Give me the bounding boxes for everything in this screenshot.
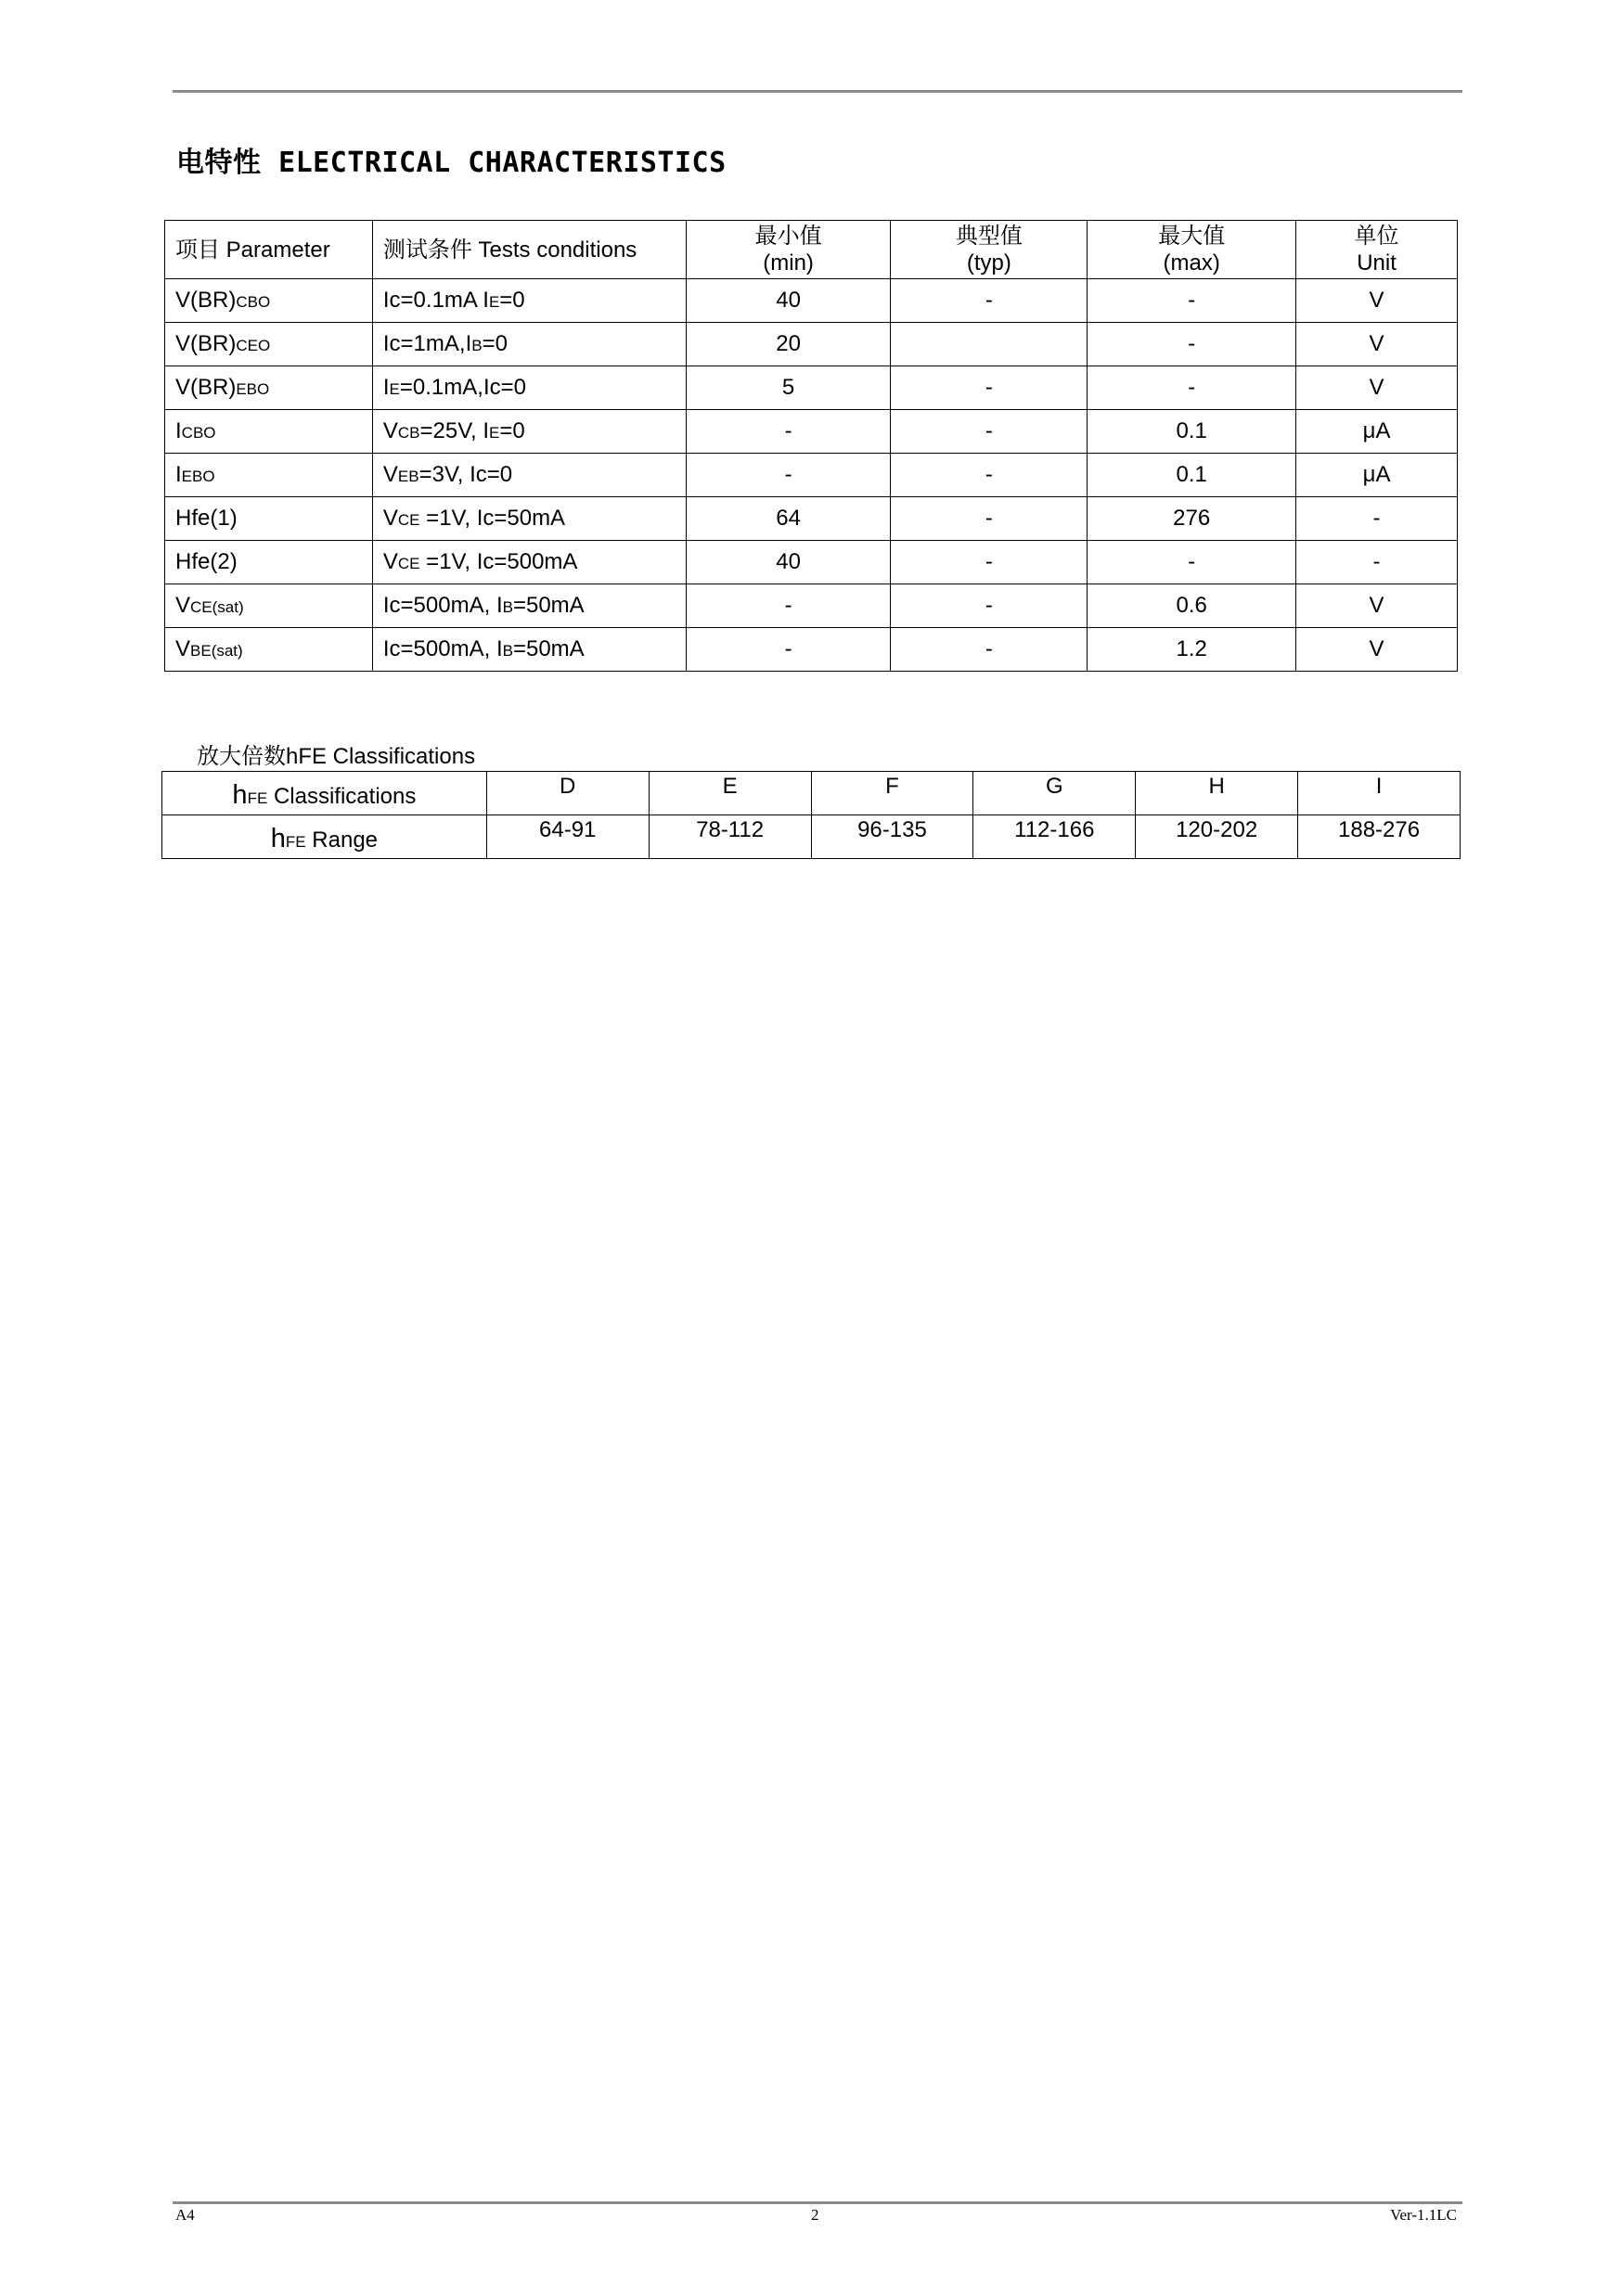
cell-unit: - [1296, 497, 1458, 541]
header-typ-en: (typ) [966, 250, 1011, 276]
cell-unit: - [1296, 541, 1458, 584]
header-min [686, 221, 891, 279]
parameter-symbol: V(BR) [175, 375, 237, 400]
cell-conditions [372, 584, 686, 628]
hfe-classification-table [161, 771, 1461, 859]
grade-cell: D [486, 772, 649, 815]
header-max-en: (max) [1163, 250, 1220, 276]
range-cell: 188-276 [1298, 815, 1461, 859]
condition-subscript: B [502, 642, 513, 660]
condition-text: V [382, 462, 398, 487]
grade-cell: I [1298, 772, 1461, 815]
parameter-subscript: CBO [181, 424, 216, 442]
table-row [165, 366, 1458, 410]
table-row [165, 497, 1458, 541]
table-row [165, 454, 1458, 497]
section-title-cn: 电特性 [176, 147, 262, 179]
grade-cell: G [973, 772, 1136, 815]
cell-conditions [372, 628, 686, 672]
header-unit [1296, 221, 1458, 279]
condition-subscript: EB [397, 468, 419, 485]
condition-text: =0 [499, 418, 525, 443]
cell-max: - [1088, 279, 1296, 323]
cell-unit: μA [1296, 410, 1458, 454]
section-title-en: ELECTRICAL CHARACTERISTICS [278, 147, 727, 179]
parameter-symbol: V [175, 636, 191, 661]
table-row [165, 584, 1458, 628]
cell-min: 40 [686, 279, 891, 323]
fe-subscript: FE [285, 832, 306, 851]
condition-subscript: E [489, 424, 500, 442]
cell-min: - [686, 628, 891, 672]
cell-unit: V [1296, 279, 1458, 323]
grades-row-header [162, 772, 487, 815]
range-cell: 112-166 [973, 815, 1136, 859]
condition-text: Ic=500mA, I [382, 636, 503, 661]
condition-text: V [382, 418, 398, 443]
cell-typ: - [891, 584, 1088, 628]
header-unit-en: Unit [1357, 250, 1397, 276]
cell-min: 20 [686, 323, 891, 366]
cell-typ [891, 323, 1088, 366]
parameter-symbol: I [175, 418, 182, 443]
parameter-symbol: V(BR) [175, 331, 237, 356]
cell-max: 0.6 [1088, 584, 1296, 628]
cell-parameter [165, 279, 373, 323]
cell-max: 276 [1088, 497, 1296, 541]
cell-typ: - [891, 410, 1088, 454]
condition-subscript: CB [397, 424, 420, 442]
header-typ [891, 221, 1088, 279]
electrical-characteristics-table [164, 220, 1458, 672]
table-row [165, 541, 1458, 584]
parameter-symbol: Hfe(2) [175, 549, 238, 574]
parameter-symbol: V [175, 593, 191, 618]
range-cell: 64-91 [486, 815, 649, 859]
cell-unit: V [1296, 366, 1458, 410]
table-row [165, 410, 1458, 454]
cell-typ: - [891, 279, 1088, 323]
cell-conditions [372, 323, 686, 366]
condition-text: =0 [499, 288, 525, 313]
cell-parameter [165, 497, 373, 541]
header-min-cn: 最小值 [754, 224, 822, 249]
condition-text: V [382, 549, 398, 574]
grade-cell: H [1136, 772, 1298, 815]
cell-parameter [165, 628, 373, 672]
cell-conditions [372, 279, 686, 323]
bottom-rule [173, 2201, 1462, 2204]
cell-min: 40 [686, 541, 891, 584]
condition-text: =50mA [512, 593, 585, 618]
table-row [165, 628, 1458, 672]
ranges-row-header [162, 815, 487, 859]
cell-parameter [165, 366, 373, 410]
cell-unit: μA [1296, 454, 1458, 497]
top-rule [173, 90, 1462, 93]
cell-max: 0.1 [1088, 454, 1296, 497]
h-letter: h [270, 823, 286, 853]
table-row [165, 279, 1458, 323]
ranges-row-label: Range [305, 827, 379, 853]
condition-text: =1V, Ic=500mA [419, 549, 578, 574]
grades-row [162, 772, 1461, 815]
condition-subscript: B [471, 337, 483, 354]
condition-text: =25V, I [419, 418, 490, 443]
cell-typ: - [891, 366, 1088, 410]
condition-text: =1V, Ic=50mA [419, 506, 566, 531]
condition-text: =0.1mA,Ic=0 [399, 375, 526, 400]
cell-unit: V [1296, 584, 1458, 628]
cell-parameter [165, 323, 373, 366]
header-conditions: 测试条件 Tests conditions [372, 221, 686, 279]
parameter-symbol: Hfe(1) [175, 506, 238, 531]
range-cell: 120-202 [1136, 815, 1298, 859]
parameter-subscript: EBO [181, 468, 215, 485]
cell-conditions [372, 454, 686, 497]
header-parameter: 项目 Parameter [165, 221, 373, 279]
footer-page-number: 2 [811, 2206, 819, 2224]
cell-unit: V [1296, 323, 1458, 366]
cell-parameter [165, 584, 373, 628]
parameter-subscript: EBO [236, 380, 270, 398]
cell-typ: - [891, 497, 1088, 541]
cell-typ: - [891, 454, 1088, 497]
header-unit-cn: 单位 [1354, 224, 1399, 249]
cell-unit: V [1296, 628, 1458, 672]
cell-parameter [165, 541, 373, 584]
condition-subscript: E [389, 380, 400, 398]
parameter-subscript: CE(sat) [190, 598, 244, 616]
cell-max: - [1088, 323, 1296, 366]
cell-conditions [372, 541, 686, 584]
table-header-row [165, 221, 1458, 279]
cell-max: 1.2 [1088, 628, 1296, 672]
condition-text: I [382, 375, 390, 400]
cell-min: - [686, 454, 891, 497]
condition-text: Ic=1mA,I [382, 331, 472, 356]
footer-paper-size: A4 [175, 2206, 195, 2224]
cell-typ: - [891, 541, 1088, 584]
condition-text: Ic=0.1mA I [382, 288, 489, 313]
cell-conditions [372, 366, 686, 410]
condition-subscript: CE [397, 511, 420, 529]
range-cell: 78-112 [649, 815, 811, 859]
cell-min: 5 [686, 366, 891, 410]
grade-cell: F [811, 772, 973, 815]
cell-conditions [372, 410, 686, 454]
section-title [176, 139, 727, 180]
parameter-symbol: V(BR) [175, 288, 237, 313]
cell-parameter [165, 454, 373, 497]
parameter-subscript: CEO [236, 337, 271, 354]
condition-text: =3V, Ic=0 [418, 462, 513, 487]
header-max-cn: 最大值 [1158, 224, 1226, 249]
cell-max: - [1088, 541, 1296, 584]
grades-row-label: Classifications [267, 783, 417, 809]
header-min-en: (min) [763, 250, 814, 276]
range-cell: 96-135 [811, 815, 973, 859]
parameter-subscript: CBO [236, 293, 271, 311]
cell-min: - [686, 584, 891, 628]
h-letter: h [232, 779, 248, 810]
parameter-symbol: I [175, 462, 182, 487]
cell-max: 0.1 [1088, 410, 1296, 454]
parameter-subscript: BE(sat) [190, 642, 243, 660]
classification-title: 放大倍数hFE Classifications [197, 744, 476, 769]
condition-subscript: E [488, 293, 500, 311]
condition-text: =50mA [512, 636, 585, 661]
table-row [165, 323, 1458, 366]
header-typ-cn: 典型值 [955, 224, 1023, 249]
cell-parameter [165, 410, 373, 454]
footer-version: Ver-1.1LC [1390, 2206, 1457, 2224]
cell-min: 64 [686, 497, 891, 541]
cell-max: - [1088, 366, 1296, 410]
condition-text: =0 [482, 331, 508, 356]
header-max [1088, 221, 1296, 279]
grade-cell: E [649, 772, 811, 815]
condition-subscript: CE [397, 555, 420, 572]
cell-conditions [372, 497, 686, 541]
fe-subscript: FE [247, 789, 268, 807]
condition-text: Ic=500mA, I [382, 593, 503, 618]
ranges-row [162, 815, 1461, 859]
condition-text: V [382, 506, 398, 531]
condition-subscript: B [502, 598, 513, 616]
cell-min: - [686, 410, 891, 454]
cell-typ: - [891, 628, 1088, 672]
